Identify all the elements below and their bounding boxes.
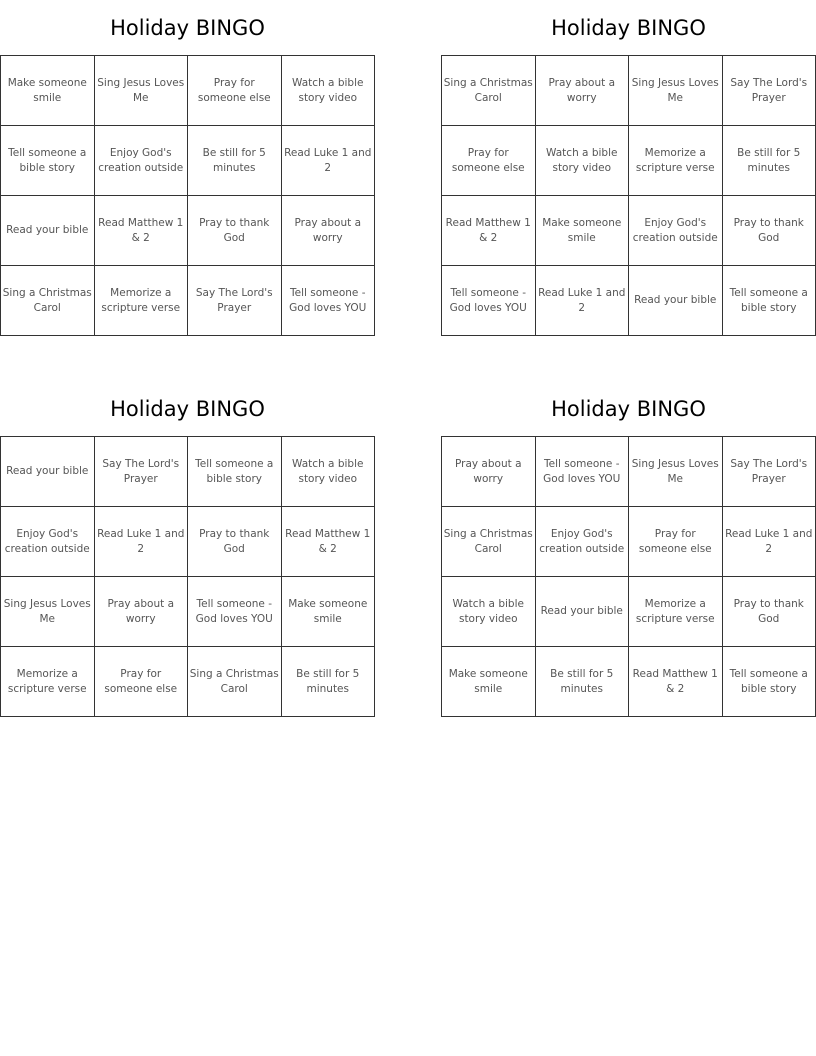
bingo-cell: Pray for someone else xyxy=(188,56,282,126)
bingo-grid xyxy=(0,55,375,336)
bingo-cell: Tell someone - God loves YOU xyxy=(536,437,630,507)
bingo-grid xyxy=(441,55,816,336)
bingo-cell: Be still for 5 minutes xyxy=(188,126,282,196)
bingo-cell: Pray to thank God xyxy=(723,196,816,266)
card-title: Holiday BINGO xyxy=(551,16,706,40)
bingo-cell: Be still for 5 minutes xyxy=(723,126,816,196)
bingo-cell: Be still for 5 minutes xyxy=(536,647,630,717)
bingo-cell: Tell someone a bible story xyxy=(723,647,816,717)
bingo-cell: Enjoy God's creation outside xyxy=(95,126,189,196)
bingo-cell: Sing a Christmas Carol xyxy=(442,507,536,577)
bingo-card-3 xyxy=(0,381,375,717)
bingo-cell: Read Matthew 1 & 2 xyxy=(442,196,536,266)
bingo-cell: Enjoy God's creation outside xyxy=(629,196,723,266)
bingo-cell: Read your bible xyxy=(629,266,723,336)
bingo-cell: Pray to thank God xyxy=(188,196,282,266)
bingo-cell: Tell someone - God loves YOU xyxy=(442,266,536,336)
bingo-cell: Watch a bible story video xyxy=(282,56,376,126)
bingo-cell: Say The Lord's Prayer xyxy=(723,56,816,126)
bingo-cell: Read your bible xyxy=(1,196,95,266)
bingo-cell: Make someone smile xyxy=(1,56,95,126)
bingo-cell: Be still for 5 minutes xyxy=(282,647,376,717)
bingo-cell: Sing a Christmas Carol xyxy=(1,266,95,336)
bingo-cell: Watch a bible story video xyxy=(536,126,630,196)
bingo-card-1 xyxy=(0,0,375,336)
bingo-cell: Read your bible xyxy=(1,437,95,507)
bingo-cell: Enjoy God's creation outside xyxy=(1,507,95,577)
bingo-cell: Pray to thank God xyxy=(723,577,816,647)
bingo-cell: Pray about a worry xyxy=(442,437,536,507)
card-title: Holiday BINGO xyxy=(110,397,265,421)
bingo-cell: Read Luke 1 and 2 xyxy=(282,126,376,196)
bingo-cell: Sing Jesus Loves Me xyxy=(629,437,723,507)
bingo-cell: Sing Jesus Loves Me xyxy=(95,56,189,126)
bingo-cell: Say The Lord's Prayer xyxy=(188,266,282,336)
bingo-card-4 xyxy=(441,381,816,717)
bingo-cell: Read Luke 1 and 2 xyxy=(723,507,816,577)
bingo-cell: Pray about a worry xyxy=(282,196,376,266)
bingo-cell: Memorize a scripture verse xyxy=(1,647,95,717)
bingo-grid xyxy=(441,436,816,717)
bingo-card-2 xyxy=(441,0,816,336)
bingo-cell: Tell someone - God loves YOU xyxy=(282,266,376,336)
bingo-cell: Pray for someone else xyxy=(95,647,189,717)
bingo-cell: Enjoy God's creation outside xyxy=(536,507,630,577)
bingo-cell: Tell someone - God loves YOU xyxy=(188,577,282,647)
bingo-cell: Pray about a worry xyxy=(95,577,189,647)
bingo-cell: Pray for someone else xyxy=(629,507,723,577)
bingo-cell: Pray for someone else xyxy=(442,126,536,196)
bingo-cell: Memorize a scripture verse xyxy=(629,577,723,647)
bingo-cell: Make someone smile xyxy=(282,577,376,647)
bingo-cell: Pray about a worry xyxy=(536,56,630,126)
bingo-cell: Sing a Christmas Carol xyxy=(188,647,282,717)
bingo-cell: Read Matthew 1 & 2 xyxy=(629,647,723,717)
bingo-grid xyxy=(0,436,375,717)
bingo-cell: Pray to thank God xyxy=(188,507,282,577)
bingo-cell: Say The Lord's Prayer xyxy=(95,437,189,507)
bingo-cell: Read Luke 1 and 2 xyxy=(95,507,189,577)
bingo-cell: Tell someone a bible story xyxy=(1,126,95,196)
bingo-cell: Watch a bible story video xyxy=(282,437,376,507)
bingo-cell: Read your bible xyxy=(536,577,630,647)
bingo-cell: Say The Lord's Prayer xyxy=(723,437,816,507)
bingo-cell: Read Matthew 1 & 2 xyxy=(95,196,189,266)
bingo-cell: Read Luke 1 and 2 xyxy=(536,266,630,336)
bingo-cell: Sing Jesus Loves Me xyxy=(1,577,95,647)
bingo-cell: Sing Jesus Loves Me xyxy=(629,56,723,126)
bingo-cell: Make someone smile xyxy=(536,196,630,266)
bingo-cell: Watch a bible story video xyxy=(442,577,536,647)
bingo-cell: Read Matthew 1 & 2 xyxy=(282,507,376,577)
bingo-cell: Memorize a scripture verse xyxy=(629,126,723,196)
bingo-cell: Tell someone a bible story xyxy=(188,437,282,507)
bingo-cell: Make someone smile xyxy=(442,647,536,717)
bingo-cell: Memorize a scripture verse xyxy=(95,266,189,336)
bingo-cell: Sing a Christmas Carol xyxy=(442,56,536,126)
card-title: Holiday BINGO xyxy=(551,397,706,421)
card-title: Holiday BINGO xyxy=(110,16,265,40)
bingo-cell: Tell someone a bible story xyxy=(723,266,816,336)
